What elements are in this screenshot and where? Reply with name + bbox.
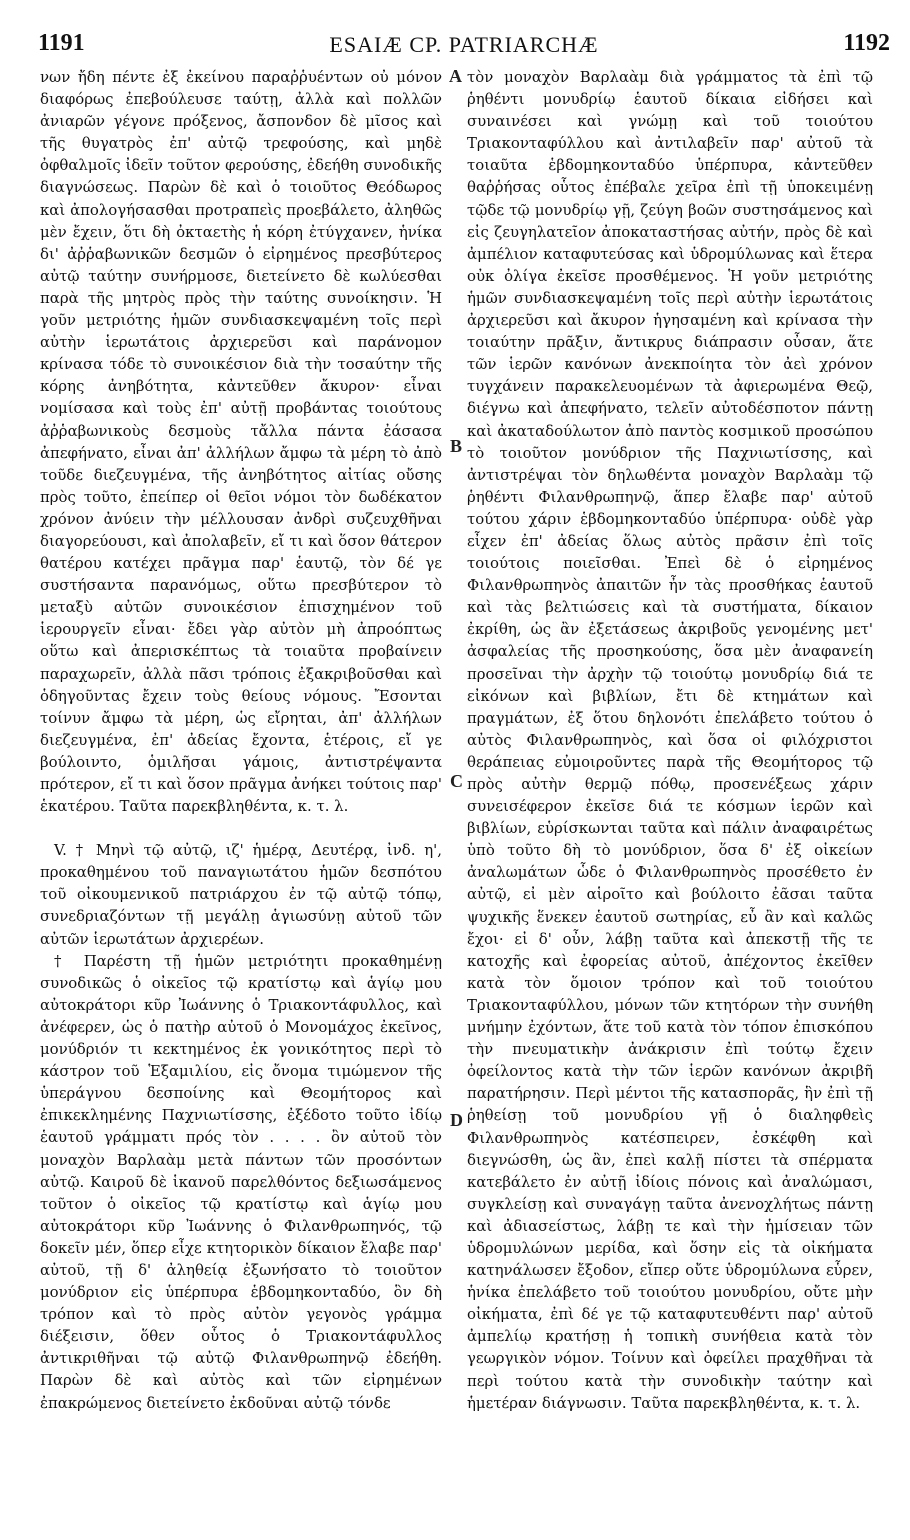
margin-letter-d: D <box>450 1110 463 1130</box>
margin-letter-a: A <box>449 66 462 86</box>
margin-letter-b: B <box>450 436 463 456</box>
running-header <box>38 30 890 64</box>
right-column <box>467 66 873 1414</box>
paragraph: νων ἤδη πέντε ἐξ ἐκείνου παραῤῥυέντων οὐ μόνον διαφόρως ἐπεβούλευσε ταύτῃ, ἀλλὰ καὶ πολλῶν ἀνιαρῶν γέγονε πρόξενος, ἄσπονδον δὲ μῖσος καὶ τῆς θυγατρὸς ἐπ' αὐτῷ τρεφούσης, καὶ μηδὲ ὀφθαλμοῖς ἰδεῖν τοῦτον φερούσης, ἐδεήθη συνοδικῆς διαγνώσεως. Παρὼν δὲ καὶ ὁ τοιοῦτος Θεόδωρος καὶ ἀπολογήσασθαι προτραπεὶς προεβάλετο, ἀληθῶς μὲν ἔχειν, ὅτι δὴ ὀκταετὴς ἡ κόρη ἐτύγχανεν, ἡνίκα δι' ἀῤῥαβωνικῶν δεσμῶν ὁ εἰρημένος πρεσβύτερος αὐτῷ ταύτην συνήρμοσε, διετείνετο δὲ κωλύεσθαι παρὰ τῆς μητρὸς πρὸς τὴν ταύτης συνοίκησιν. Ἡ γοῦν μετριότης ἡμῶν συνδιασκεψαμένη τοῖς περὶ αὐτὴν ἱερωτάτοις ἀρχιερεῦσι καὶ παράνομον κρίνασα τόδε τὸ συνοικέσιον διὰ τὴν τοσαύτην τῆς κόρης ἀνηβότητα, κἀντεῦθεν ἄκυρον· εἶναι νομίσασα καὶ τοὺς ἐπ' αὐτῇ προβάντας τοιούτους ἀῤῥαβωνικοὺς δεσμοὺς τἄλλα πάντα ἐάσασα ἀπεφήνατο, εἶναι ἀπ' ἀλλήλων ἄμφω τὰ μέρη τὸ ἀπὸ τοῦδε διεζευγμένα, τῆς ἀνηβότητος αἰτίας οὔσης πρὸς τοῦτο, ἐπείπερ οἱ θεῖοι νόμοι τὸν δωδέκατον χρόνον ἀνύειν τὴν μέλλουσαν ἀνδρὶ συζευχθῆναι διαγορεύουσι, καὶ ἀπολαβεῖν, εἴ τι καὶ ὅσον θάτερον θατέρου κατέχει πρᾶγμα παρ' ἑαυτῷ, τὸν δέ γε συστήσαντα παρανόμως, οὕτω πρεσβύτερον τὸ μεταξὺ αὐτῶν συνοικέσιον ἐπισχημένον τοῦ ἱερουργεῖν εἶναι· ἔδει γὰρ αὐτὸν μὴ ἀπροόπτως οὕτω καὶ ἀπερισκέπτως τὰ τοιαῦτα προβαίνειν παραχωρεῖν, ἀλλὰ πᾶσι τρόποις ἐξακριβοῦσθαι καὶ ὁδηγοῦντας ἔχειν τοὺς θείους νόμους. Ἔσονται τοίνυν ἄμφω τὰ μέρη, ὡς εἴρηται, ἀπ' ἀλλήλων διεζευγμένα, ἐπ' ἀδείας ἔχοντα, ἑτέροις, εἴ γε βούλοιντο, ὁμιλῆσαι γάμοις, ἀντιστρέψαντα πρότερον, εἴ τι καὶ ὅσον πρᾶγμα ἀνήκει τούτοις παρ' ἑκατέρου. Ταῦτα παρεκβληθέντα, κ. τ. λ. <box>40 68 442 816</box>
section-heading-paragraph: V. † Μηνὶ τῷ αὐτῷ, ιζ' ἡμέρᾳ, Δευτέρᾳ, ἰνδ. η', προκαθημένου τοῦ παναγιωτάτου ἡμῶν δεσπότου τοῦ οἰκουμενικοῦ πατριάρχου ἐν τῷ αὐτῷ τόπῳ, συνεδριαζόντων τῇ μεγάλῃ ἁγιωσύνῃ αὐτοῦ τῶν αὐτῶν ἱερωτάτων ἀρχιερέων. <box>40 841 442 948</box>
paragraph: † Παρέστη τῇ ἡμῶν μετριότητι προκαθημένῃ συνοδικῶς ὁ οἰκεῖος τῷ κρατίστῳ καὶ ἁγίῳ μου αὐτοκράτορι κῦρ Ἰωάννης ὁ Τριακοντάφυλλος, καὶ ἀνέφερεν, ὡς ὁ πατὴρ αὐτοῦ ὁ Μονομάχος ἐκεῖνος, μονύδριόν τι κεκτημένος ἐκ γονικότητος περὶ τὸ κάστρον τοῦ Ἑξαμιλίου, εἰς ὄνομα τιμώμενον τῆς ὑπεράγνου δεσποίνης καὶ Θεομήτορος καὶ ἐπικεκλημένης Παχνιωτίσσης, ἐξέδοτο τοῦτο ἰδίῳ ἑαυτοῦ γράμματι πρός τὸν . . . . ὂν αὐτοῦ τὸν μοναχὸν Βαρλαὰμ μετὰ πάντων τῶν προσόντων αὐτῷ. Καιροῦ δὲ ἱκανοῦ παρελθόντος δεξιωσάμενος τοῦτον ὁ οἰκεῖος τῷ κρατίστῳ καὶ ἁγίῳ μου αὐτοκράτορι κῦρ Ἰωάννης ὁ Φιλανθρωπηνός, τῷ δοκεῖν μέν, ὅπερ εἶχε κτητορικὸν δίκαιον ἔλαβε παρ' αὐτοῦ, τῇ δ' ἀληθείᾳ ἐξωνήσατο τὸ τοιοῦτον μονύδριον εἰς ὑπέρπυρα ἑβδομηκονταδύο, ὃν δὴ τρόπον καὶ τὸ πρὸς αὐτὸν γεγονὸς γράμμα διέξεισιν, ὅθεν οὗτος ὁ Τριακοντάφυλλος ἀντικριθῆναι τῷ αὐτῷ Φιλανθρωπηνῷ ἐδεήθη. Παρὼν δὲ καὶ αὐτὸς καὶ τῶν εἰρημένων ἐπακρώμενος διετείνετο ἐκδοῦναι αὐτῷ τόνδε <box>40 951 442 1412</box>
margin-letter-c: C <box>450 771 463 791</box>
paragraph: τὸν μοναχὸν Βαρλαὰμ διὰ γράμματος τὰ ἐπὶ τῷ ῥηθέντι μονυδρίῳ ἑαυτοῦ δίκαια εἰδήσει καὶ συναινέσει καὶ γνώμῃ καὶ τοῦ τοιούτου Τριακονταφύλλου καὶ ἀντιλαβεῖν παρ' αὐτοῦ τὰ τοιαῦτα ἑβδομηκονταδύο ὑπέρπυρα, κἀντεῦθεν θαῤῥήσας οὗτος ἐπέβαλε χεῖρα ἐπὶ τῇ ὑποκειμένῃ τῷδε τῷ μονυδρίῳ γῇ, ζεύγη βοῶν συστησάμενος καὶ εἰς ζευγηλατεῖον ἀποκαταστήσας αὐτήν, πρὸς δὲ καὶ ἀμπέλιον καταφυτεύσας καὶ ὑδρομύλωνας καὶ ἕτερα οὐκ ὀλίγα ἐκεῖσε προσθέμενος. Ἡ γοῦν μετριότης ἡμῶν συνδιασκεψαμένη τοῖς περὶ αὐτὴν ἱερωτάτοις ἀρχιερεῦσι καὶ ἄκυρον ἡγησαμένη καὶ κρίνασα τὴν τοιαύτην πρᾶξιν, ἄντικρυς διάπρασιν οὖσαν, ἅτε τῶν ἱερῶν κανόνων ἀνεκποίητα τὸν ἀεὶ χρόνον τυγχάνειν παρακελευομένων τὰ ἀφιερωμένα Θεῷ, διέγνω καὶ ἀπεφήνατο, τελεῖν αὐτοδέσποτον πάντῃ καὶ ἀκαταδούλωτον ἀπὸ παντὸς κοσμικοῦ προσώπου τὸ τοιοῦτον μονύδριον τῆς Παχνιωτίσσης, καὶ ἀντιστρέψαι τὸν δηλωθέντα μοναχὸν Βαρλαὰμ τῷ ῥηθέντι Φιλανθρωπηνῷ, ἅπερ ἔλαβε παρ' αὐτοῦ τούτου χάριν ἑβδομηκονταδύο ὑπέρπυρα· οὐδὲ γὰρ εἶχεν ἐπ' ἀδείας ὅλως αὐτὸς πρᾶσιν ἐπὶ τοῖς τοιούτοις ποιεῖσθαι. Ἐπεὶ δὲ ὁ εἰρημένος Φιλανθρωπηνὸς ἀπαιτῶν ἦν τὰς προσθήκας ἑαυτοῦ καὶ τὰς βελτιώσεις καὶ τὰ συστήματα, δίκαιον ἐκρίθη, ὡς ἂν ἐξετάσεως ἀκριβοῦς γενομένης μετ' ἀσφαλείας τῆς προσηκούσης, ὅσα μὲν ἀναφανείη προσεῖναι τὴν ἀρχὴν τῷ τοιούτῳ μονυδρίῳ διά τε εἰκόνων καὶ βιβλίων, ἔτι δὲ κτημάτων καὶ πραγμάτων, ἐξ ὅτου δηλονότι ἐπελάβετο τούτου ὁ αὐτὸς Φιλανθρωπηνὸς, καὶ ὅσα οἱ φιλόχριστοι θεράπειας εὐμοιροῦντες παρὰ τῆς Θεομήτορος τῷ πρὸς αὐτὴν θερμῷ πόθῳ, προσενέξεως χάριν συνεισέφερον ἐκεῖσε διά τε κόσμων ἱερῶν καὶ βιβλίων, εὑρίσκωνται ταῦτα καὶ πάλιν ἀναφαιρέτως ὑπὸ τοῦτο δὴ τὸ μονύδριον, ὅσα δ' ἐξ οἰκείων ἀναλωμάτων ὧδε ὁ Φιλανθρωπηνὸς προσέθετο ἐν αὐτῷ, εἰ μὲν αἱροῖτο καὶ βούλοιτο ἐᾶσαι ταῦτα ψυχικῆς ἕνεκεν ἑαυτοῦ σωτηρίας, εὖ ἂν καὶ καλῶς ἔχοι· εἰ δ' οὖν, λάβῃ ταῦτα καὶ ἀπεκστῇ τῆς τε κατοχῆς καὶ ἐφορείας αὐτοῦ, ἀπέχοντος ἐκεῖθεν κατὰ τὸν ὅμοιον τρόπον καὶ τοῦ τοιούτου Τριακονταφύλλου, μόνων τῶν κτητόρων τὴν συνήθη μνήμην ἐχόντων, ἅτε τοῦ κατὰ τὸν τόπον ἐπισκόπου τὴν πνευματικὴν ἀνάκρισιν ἐπὶ τούτῳ ἔχειν ὀφείλοντος κατὰ τὴν τῶν ἱερῶν κανόνων ἀκριβῆ παρατήρησιν. Περὶ μέντοι τῆς κατασπορᾶς, ἣν ἐπὶ τῇ ῥηθείσῃ τοῦ μονυδρίου γῇ ὁ διαληφθεὶς Φιλανθρωπηνὸς κατέσπειρεν, ἐσκέφθη καὶ διεγνώσθη, ὡς ἂν, ἐπεὶ καλῇ πίστει τὰ σπέρματα κατεβάλετο ἐν αὐτῇ ἰδίοις πόνοις καὶ ἀναλώμασι, συγκλείσῃ καὶ συναγάγῃ ταῦτα ἀνενοχλήτως πάντῃ καὶ ἀδιασείστως, λάβῃ τε καὶ τὴν ἡμίσειαν τῶν ὑδρομυλώνων μερίδα, καὶ ὅσην εἰς τὰ οἰκήματα κατηνάλωσεν ἔξοδον, εἴπερ οὔτε ὑδρομύλωνα εὗρεν, ἡνίκα ἐπελάβετο τοῦ τοιούτου μονυδρίου, οὔτε μὴν οἰκήματα, ἐπὶ δέ γε τῷ καταφυτευθέντι παρ' αὐτοῦ ἀμπελίῳ κρατήσῃ ἡ τοπικὴ συνήθεια κατὰ τὸν γεωργικὸν νόμον. Τοίνυν καὶ ὀφείλει πραχθῆναι τὰ περὶ τούτου κατὰ τὴν συνοδικὴν ταύτην καὶ ἡμετέραν διάγνωσιν. Ταῦτα παρεκβληθέντα, κ. τ. λ. <box>467 68 873 1412</box>
right-page-number: 1192 <box>843 30 890 56</box>
left-column <box>40 66 442 1414</box>
running-title: ESAIÆ CP. PATRIARCHÆ <box>329 32 599 57</box>
left-page-number: 1191 <box>38 30 85 56</box>
